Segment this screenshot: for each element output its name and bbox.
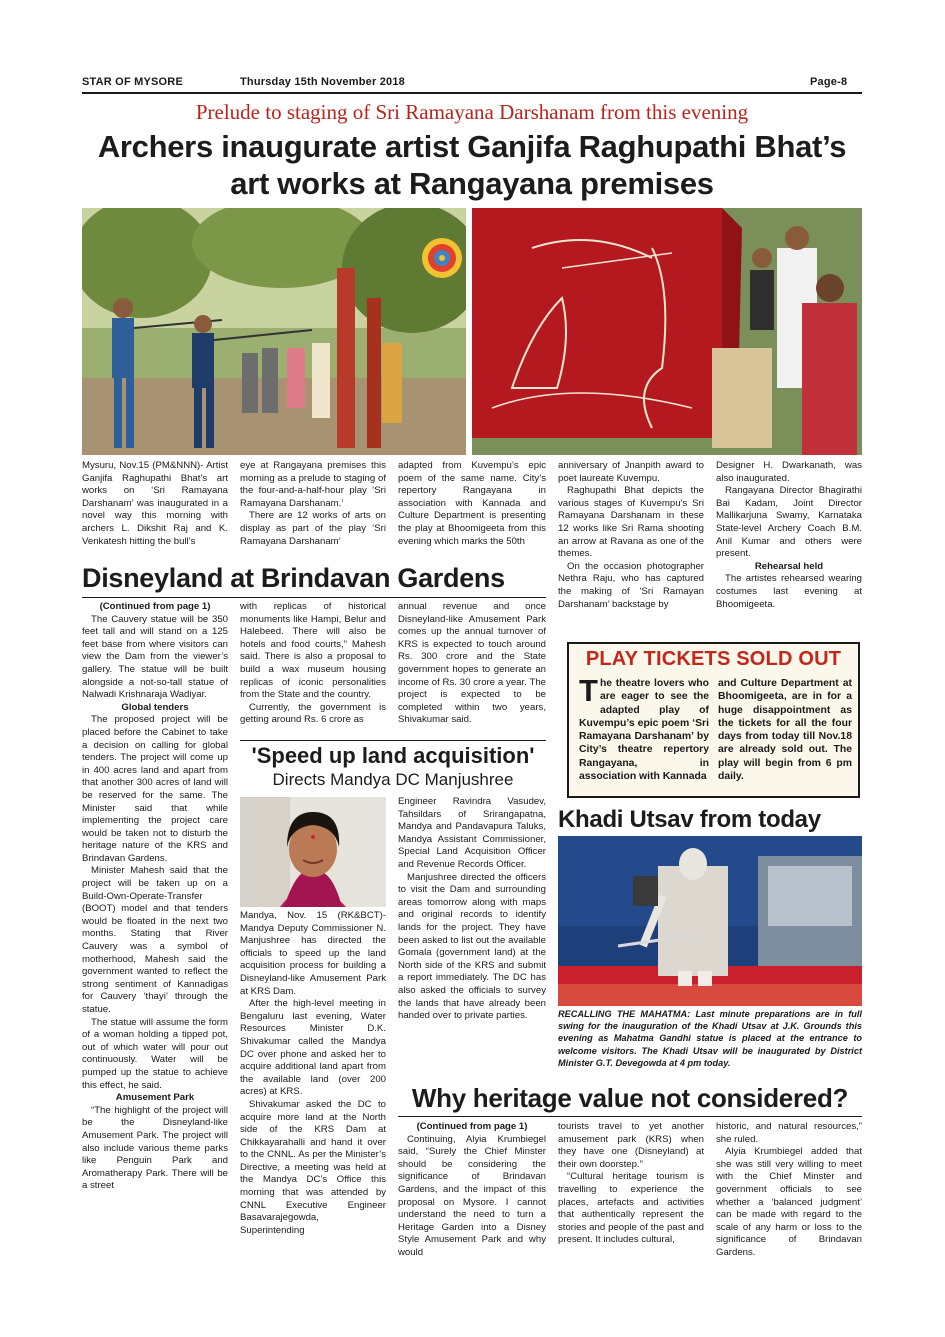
lead-headline	[82, 128, 862, 202]
disneyland-continued: (Continued from page 1)	[99, 601, 211, 612]
tickets-col-1	[579, 673, 709, 783]
land-col-2-text-a: Engineer Ravindra Vasudev, Tahsildars of Srirangapatna, Mandya and Pandavapura Taluks, Mandya Assistant Commissioner, Special Land Acquisition Officer and Revenue Records Officer.	[398, 796, 546, 870]
land-subhead: Directs Mandya DC Manjushree	[272, 770, 514, 789]
tickets-title: PLAY TICKETS SOLD OUT	[585, 648, 842, 670]
disneyland-col-1	[82, 601, 228, 1193]
lead-col-5-text-a: Designer H. Dwarkanath, was also inaugurated.	[716, 460, 862, 484]
lead-col-4-text-a: anniversary of Jnanpith award to poet laureate Kuvempu.	[558, 460, 704, 484]
tickets-drop-cap: T	[579, 673, 598, 708]
land-headline: 'Speed up land acquisition'	[251, 743, 535, 768]
tickets-col-2	[718, 677, 852, 783]
land-col-1	[240, 910, 386, 1237]
lead-col-2-text-a: eye at Rangayana premises this morning as a prelude to staging of the four-and-a-half-hour play ‘Sri Ramayana Darshanam.’	[240, 460, 386, 509]
heritage-continued: (Continued from page 1)	[416, 1121, 528, 1132]
disneyland-headline: Disneyland at Brindavan Gardens	[82, 563, 505, 593]
lead-col-3	[398, 460, 546, 548]
lead-col-1	[82, 460, 228, 548]
lead-col-5	[716, 460, 862, 611]
tickets-box	[567, 642, 860, 798]
land-rule-top	[240, 740, 546, 741]
disneyland-col-1-text-c: Minister Mahesh said that the project will be taken up on a Build-Own-Operate-Transfer (BOOT) model and that tenders would be floated in the next two months. Stating that River Cauvery was a symbol of motherhood, Mahesh said the government wanted to reflect the strong sentiment of Kannadigas for Cauvery ‘thayi’ through the statue.	[82, 865, 228, 1015]
paper-name: STAR OF MYSORE	[82, 76, 183, 88]
heritage-col-3-text-b: Alyia Krumbiegel added that she was still very willing to meet with the Chief Minster and government officials to see whether a ‘balanced judgment’ can be made with regard to the scale of any harm or loss to the significance of Brindavan Gardens.	[716, 1146, 862, 1258]
heritage-headline: Why heritage value not considered?	[411, 1083, 849, 1113]
disneyland-col-3	[398, 601, 546, 727]
tickets-col-2-text: and Culture Department at Bhoomigeeta, are in for a huge disappointment as the tickets for all the four days from today till Nov.18 are already sold out. The play will begin from 6 pm daily.	[718, 678, 852, 783]
land-col-1-text-a: Mandya, Nov. 15 (RK&BCT)- Mandya Deputy Commissioner N. Manjushree has directed the officials to speed up the land acquisition process for building a Disneyland-like Amusement Park at KRS Dam.	[240, 910, 386, 997]
khadi-caption-text: Last minute preparations are in full swing for the inauguration of the Khadi Utsav at J.K. Grounds this evening as Mahatma Gandhi statue is placed at the entrance to welcome visitors. The Khadi Utsav will be inaugurated by District Minister G.T. Devegowda at 4 pm today.	[558, 1009, 862, 1068]
disneyland-col-1-text-d: The statue will assume the form of a woman holding a tipped pot, out of which water will pour out continuously. Water will be pumped up the statue to achieve this effect, he said.	[82, 1016, 228, 1091]
heritage-col-2-text-a: tourists travel to yet another amusement park (KRS) when they have one (Disneyland) at their own doorstep.”	[558, 1121, 704, 1170]
khadi-caption	[558, 1008, 862, 1069]
heritage-col-1	[398, 1121, 546, 1260]
disneyland-col-2	[240, 601, 386, 727]
lead-kicker: Prelude to staging of Sri Ramayana Darshanam from this evening	[195, 100, 749, 124]
disneyland-rule	[82, 597, 546, 598]
heritage-col-1-text: Continuing, Alyia Krumbiegel said, “Surely the Chief Minster should be considering the significance of Brindavan Gardens, and the impact of this proposal on Mysore. I cannot understand the need to turn a Heritage Garden into a Disney Style Amusement Park and why would	[398, 1133, 546, 1258]
land-col-1-text-b: After the high-level meeting in Bengaluru last evening, Water Resources Minister D.K. Shivakumar called the Mandya DC over phone and asked her to acquire additional land apart from the available land (over 200 acres) at KRS.	[240, 998, 386, 1098]
heritage-rule	[398, 1116, 862, 1117]
disneyland-col-1-text-e: “The highlight of the project will be the Disneyland-like Amusement Park. The project will also include various theme parks like Penguin Park and Aromatherapy Park. There will be a street	[82, 1104, 228, 1192]
lead-col-4-text-b: Raghupathi Bhat depicts the various stages of Kuvempu’s Sri Ramayana Darshanam in these 12 works like Sri Rama shooting an arrow at Ravana as one of the themes.	[558, 485, 704, 560]
khadi-caption-lead: RECALLING THE MAHATMA:	[558, 1009, 691, 1019]
lead-col-5-subhead: Rehearsal held	[754, 560, 824, 572]
disneyland-col-1-text-a: The Cauvery statue will be 350 feet tall and will stand on a 125 feet base from where visitors can view the Dam from the viewer’s gallery. The statue will be built alongside a not-so-tall statue of Nalwadi Krishnaraja Wadiyar.	[82, 613, 228, 701]
page-number: Page-8	[810, 76, 848, 88]
manjushree-photo	[240, 797, 386, 907]
heritage-col-2-text-b: “Cultural heritage tourism is travelling to experience the places, artefacts and activities that authentically represent the stories and people of the past and present. It includes cultural,	[558, 1171, 704, 1246]
disneyland-subhead-amusement-park: Amusement Park	[115, 1092, 195, 1104]
land-col-1-text-c: Shivakumar asked the DC to acquire more land at the North side of the KRS Dam at Chikkayarahalli and hand it over to the CNNL. As per the Minister’s Directive, a meeting was held at the Mandya DC’s Office this morning that was attended by CNNL Executive Engineer Basavarajegowda, Superintending	[240, 1098, 386, 1236]
lead-col-5-text-b: Rangayana Director Bhagirathi Bai Kadam, Joint Director Mallikarjuna Swamy, Karnataka State-level Archery Coach B.M. Anil Kumar and others were present.	[716, 485, 862, 560]
disneyland-col-2-text-b: Currently, the government is getting around Rs. 6 crore as	[240, 701, 386, 726]
disneyland-col-3-text: annual revenue and once Disneyland-like Amusement Park comes up the annual turnover of KRS is expected to touch around Rs. 300 crore and the State government hopes to generate an income of Rs. 30 crore a year. The project is expected to be completed within two years, Shivakumar said.	[398, 601, 546, 726]
khadi-photo	[558, 836, 862, 1006]
heritage-col-3	[716, 1121, 862, 1260]
lead-col-4-text-c: On the occasion photographer Nethra Raju, who has captured the making of ‘Sri Ramayan Darshanam’ backstage by	[558, 560, 704, 610]
khadi-headline: Khadi Utsav from today	[558, 806, 821, 833]
disneyland-col-1-text-b: The proposed project will be placed before the Cabinet to take a decision on calling for global tenders. The project will come up in 400 acres land and apart from that another 300 acres of land will be reserved for the same. The Minister said that while implementing the project care would be taken not to disturb the heritage nature of the KRS and Brindavan Gardens.	[82, 714, 228, 864]
heritage-col-3-text-a: historic, and natural resources,” she ruled.	[716, 1121, 862, 1145]
masthead-rule	[82, 92, 862, 94]
lead-col-2	[240, 460, 386, 548]
lead-headline-line-2: art works at Rangayana premises	[230, 166, 714, 201]
lead-col-2-text-b: There are 12 works of arts on display as part of the play ‘Sri Ramayana Darshanam’	[240, 510, 386, 547]
issue-date: Thursday 15th November 2018	[240, 76, 405, 88]
lead-col-1-text: Mysuru, Nov.15 (PM&NNN)- Artist Ganjifa Raghupathi Bhat’s art works on ‘Sri Ramayana Darshanam’ was inaugurated in a novel way this morning with archers L. Dikshit Raj and K. Venkatesh hitting the bull’s	[82, 460, 228, 547]
lead-headline-line-1: Archers inaugurate artist Ganjifa Raghupathi Bhat’s	[97, 129, 847, 164]
lead-col-3-text: adapted from Kuvempu’s epic poem of the same name. City’s repertory Rangayana in association with Kannada and Culture Department is presenting the play at Bhoomigeeta from this evening which marks the 50th	[398, 460, 546, 547]
artworks-photo	[472, 208, 862, 455]
lead-col-4	[558, 460, 704, 611]
heritage-col-2	[558, 1121, 704, 1247]
disneyland-subhead-global-tenders: Global tenders	[121, 701, 189, 713]
land-col-2-text-b: Manjushree directed the officers to visit the Dam and surrounding areas tomorrow along with maps and original records to identify lands for the project. They have been asked to list out the available Gomala (government land) at the North side of the KRS and submit a report immediately. The DC has also asked the officials to survey the lands that have already been handed over to private parties.	[398, 871, 546, 1022]
archers-photo	[82, 208, 466, 455]
tickets-col-1-text: he theatre lovers who are eager to see the adapted play of Kuvempu’s epic poem ‘Sri Ramayana Darshanam’ by City’s theatre repertory Rangayana, in association with Kannada	[579, 678, 709, 783]
disneyland-col-2-text-a: with replicas of historical monuments like Hampi, Belur and Halebeed. There will also be hotels and food courts,” Mahesh said. There is also a proposal to build a wax museum housing replicas of iconic personalities from the State and the country.	[240, 601, 386, 701]
lead-col-5-text-c: The artistes rehearsed wearing costumes last evening at Bhoomigeeta.	[716, 573, 862, 610]
land-col-2	[398, 796, 546, 1023]
